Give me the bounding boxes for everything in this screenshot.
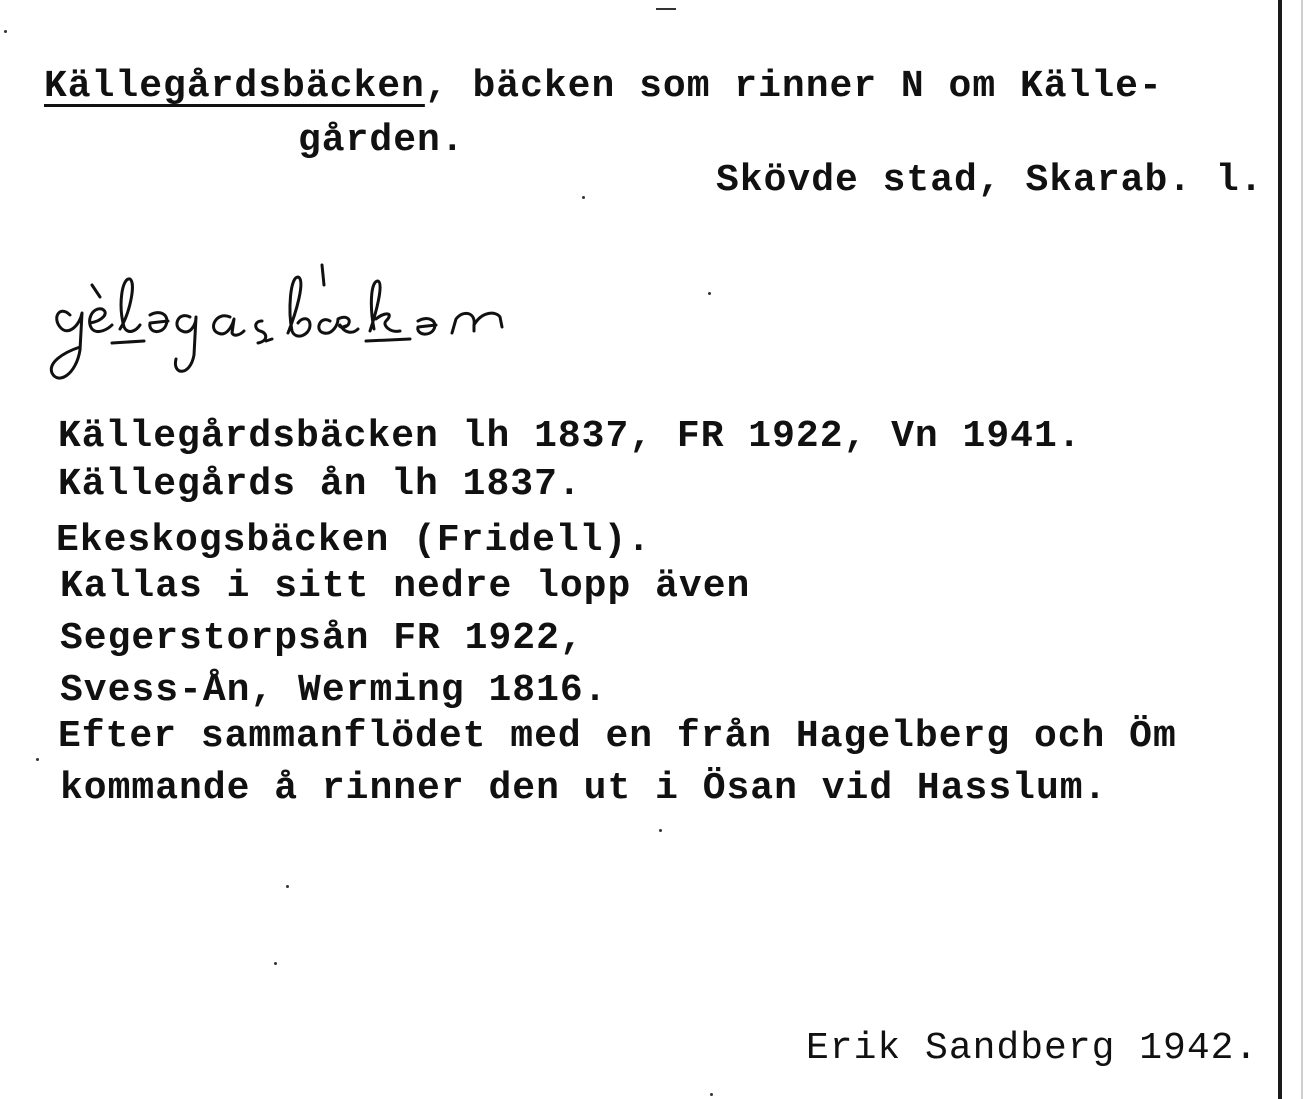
- location: Skövde stad, Skarab. l.: [716, 159, 1264, 202]
- scan-speck: [659, 829, 662, 832]
- scan-speck: [656, 8, 676, 10]
- source-line-2: Källegårds ån lh 1837.: [58, 463, 582, 506]
- source-line-6: Svess-Ån, Werming 1816.: [60, 669, 608, 712]
- scan-speck: [274, 962, 277, 965]
- definition-line-1: , bäcken som rinner N om Källe-: [424, 65, 1163, 108]
- scan-speck: [582, 196, 585, 199]
- source-line-4: Kallas i sitt nedre lopp även: [60, 565, 751, 608]
- source-line-7: Efter sammanflödet med en från Hagelberg och Öm: [58, 715, 1177, 758]
- source-line-3: Ekeskogsbäcken (Fridell).: [56, 519, 652, 562]
- source-line-8: kommande å rinner den ut i Ösan vid Hasslum.: [60, 767, 1108, 810]
- headword: Källegårdsbäcken: [44, 65, 425, 108]
- entry-heading-line: [44, 65, 1163, 108]
- card-edge-line: [1278, 0, 1282, 1099]
- source-line-5: Segerstorpsån FR 1922,: [60, 617, 584, 660]
- scan-speck: [286, 885, 289, 888]
- card-edge-shadow: [1301, 0, 1303, 1099]
- handwritten-pronunciation-text: [0, 0, 1, 1]
- signature: Erik Sandberg 1942.: [806, 1027, 1259, 1070]
- source-line-1: Källegårdsbäcken lh 1837, FR 1922, Vn 1941.: [58, 415, 1082, 458]
- scan-speck: [4, 30, 7, 33]
- handwritten-pronunciation: [40, 255, 680, 395]
- scan-speck: [36, 758, 39, 761]
- scan-speck: [710, 1093, 713, 1096]
- definition-line-2: gården.: [298, 119, 465, 162]
- scan-speck: [708, 292, 711, 295]
